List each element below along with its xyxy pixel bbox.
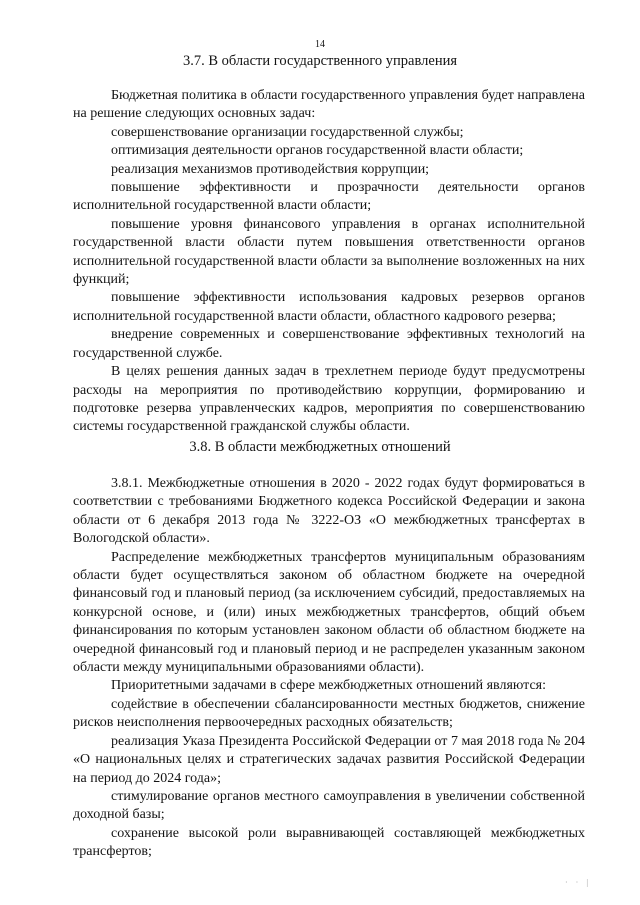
section-body-3-8 (73, 475, 585, 862)
paragraph: совершенствование организации государственной службы; (111, 124, 464, 140)
paragraph: реализация Указа Президента Российской Федерации от 7 мая 2018 года № 204 «О национальных целях и стратегических задачах развития Российской Федерации на период до 2024 года»; (73, 733, 585, 786)
paragraph: оптимизация деятельности органов государственной власти области; (111, 143, 524, 159)
paragraph: 3.8.1. Межбюджетные отношения в 2020 - 2022 годах будут формироваться в соответствии с требованиями Бюджетного кодекса Российской Федерации и закона области от 6 декабря 2013 года № 3222-ОЗ «О межбюджетных трансфертах в Вологодской области». (73, 476, 585, 547)
paragraph: В целях решения данных задач в трехлетнем периоде будут предусмотрены расходы на мероприятия по противодействию коррупции, формированию и подготовке резерва управленческих кадров, мероприятия по совершенствованию системы государственной гражданской службы области. (73, 364, 585, 435)
paragraph: Бюджетная политика в области государственного управления будет направлена на решение следующих основных задач: (73, 88, 585, 122)
paragraph: содействие в обеспечении сбалансированности местных бюджетов, снижение рисков неисполнения первоочередных расходных обязательств; (73, 696, 585, 731)
section-heading-3-7: 3.7. В области государственного управления (182, 53, 458, 69)
paragraph: Приоритетными задачами в сфере межбюджетных отношений являются: (111, 678, 546, 694)
scan-marks: · · | (565, 878, 591, 887)
paragraph: сохранение высокой роли выравнивающей составляющей межбюджетных трансфертов; (73, 825, 585, 860)
paragraph: реализация механизмов противодействия коррупции; (111, 161, 430, 177)
paragraph: повышение уровня финансового управления в органах исполнительной государственной власти области путем повышения ответственности органов исполнительной государственной власти области за выполнение возложенных на них функций; (73, 216, 585, 288)
page-number: 14 (315, 39, 325, 50)
paragraph: внедрение современных и совершенствование эффективных технологий на государственной службе. (73, 327, 585, 361)
paragraph: стимулирование органов местного самоуправления в увеличении собственной доходной базы; (73, 788, 585, 823)
paragraph: Распределение межбюджетных трансфертов муниципальным образованиям области будет осуществляться законом об областном бюджете на очередной финансовый год и плановый период (за исключением субсидий, предоставляемых на конкурсной основе, и (или) иных межбюджетных трансфертов, общий объем финансирования по которым установлен законом области об областном бюджете на очередной финансовый год и плановый период и не распределен указанным законом области между муниципальными образованиями области). (73, 549, 585, 676)
section-body-3-7 (73, 87, 585, 437)
section-heading-3-8: 3.8. В области межбюджетных отношений (189, 439, 451, 455)
paragraph: повышение эффективности и прозрачности деятельности органов исполнительной государственной власти области; (73, 180, 585, 214)
paragraph: повышение эффективности использования кадровых резервов органов исполнительной государственной власти области, областного кадрового резерва; (73, 290, 585, 324)
